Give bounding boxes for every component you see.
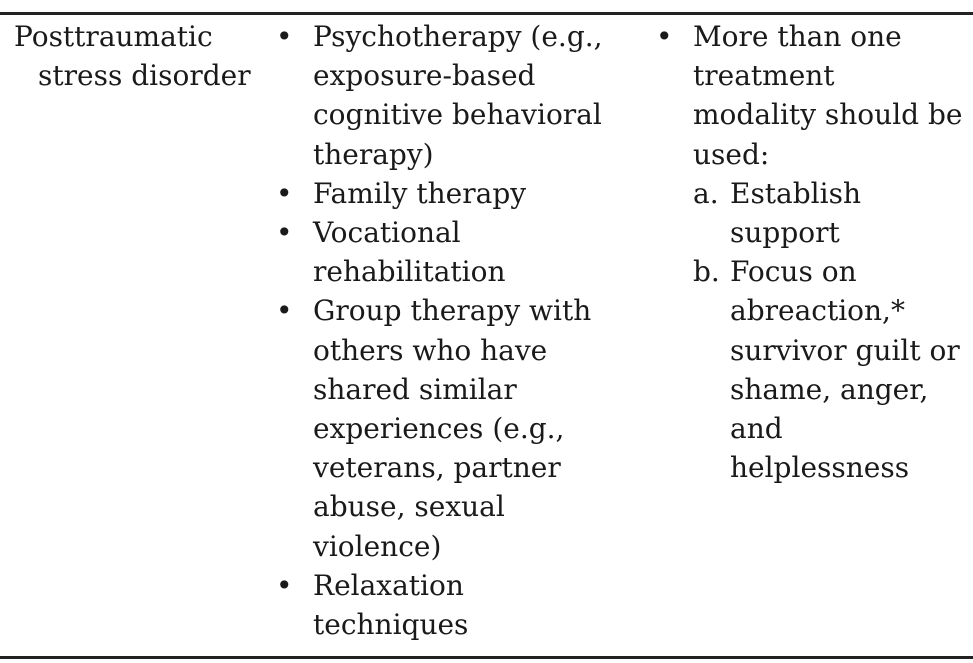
condition-name: Posttraumatic stress disorder [14, 20, 251, 93]
step-text: Focus on abreaction,* survivor guilt or shame, anger, and helplessness [730, 255, 960, 485]
condition-cell [14, 15, 254, 95]
approach-steps [693, 174, 966, 488]
intervention-text: Relaxation techniques [313, 568, 469, 642]
approach-text: More than one treatment modality should be used: [693, 20, 963, 171]
bullet-icon: • [276, 568, 293, 602]
list-item [693, 174, 966, 252]
bullet-icon: • [276, 216, 293, 250]
step-marker: a. [693, 176, 719, 210]
clipped-header-fragment [0, 0, 973, 12]
step-marker: b. [693, 255, 720, 289]
step-text: Establish support [730, 176, 861, 250]
bullet-icon: • [276, 20, 293, 53]
table-bottom-rule [0, 656, 973, 659]
list-item [276, 291, 626, 565]
interventions-list [276, 15, 626, 644]
interventions-cell [276, 15, 626, 644]
intervention-text: Family therapy [313, 176, 527, 210]
list-item [276, 174, 626, 213]
approach-list [656, 15, 966, 487]
list-item [656, 17, 966, 487]
bullet-icon: • [276, 176, 293, 210]
intervention-text: Psychotherapy (e.g., exposure-based cognitive behavioral therapy) [313, 20, 603, 171]
bullet-icon: • [276, 294, 293, 328]
list-item [276, 213, 626, 291]
approach-cell [656, 15, 966, 487]
list-item [276, 17, 626, 174]
list-item [693, 252, 966, 487]
intervention-text: Vocational rehabilitation [313, 216, 506, 289]
intervention-text: Group therapy with others who have shared similar experiences (e.g., veterans, partner abuse, sexual violence) [313, 294, 592, 563]
list-item [276, 566, 626, 644]
bullet-icon: • [656, 20, 673, 53]
